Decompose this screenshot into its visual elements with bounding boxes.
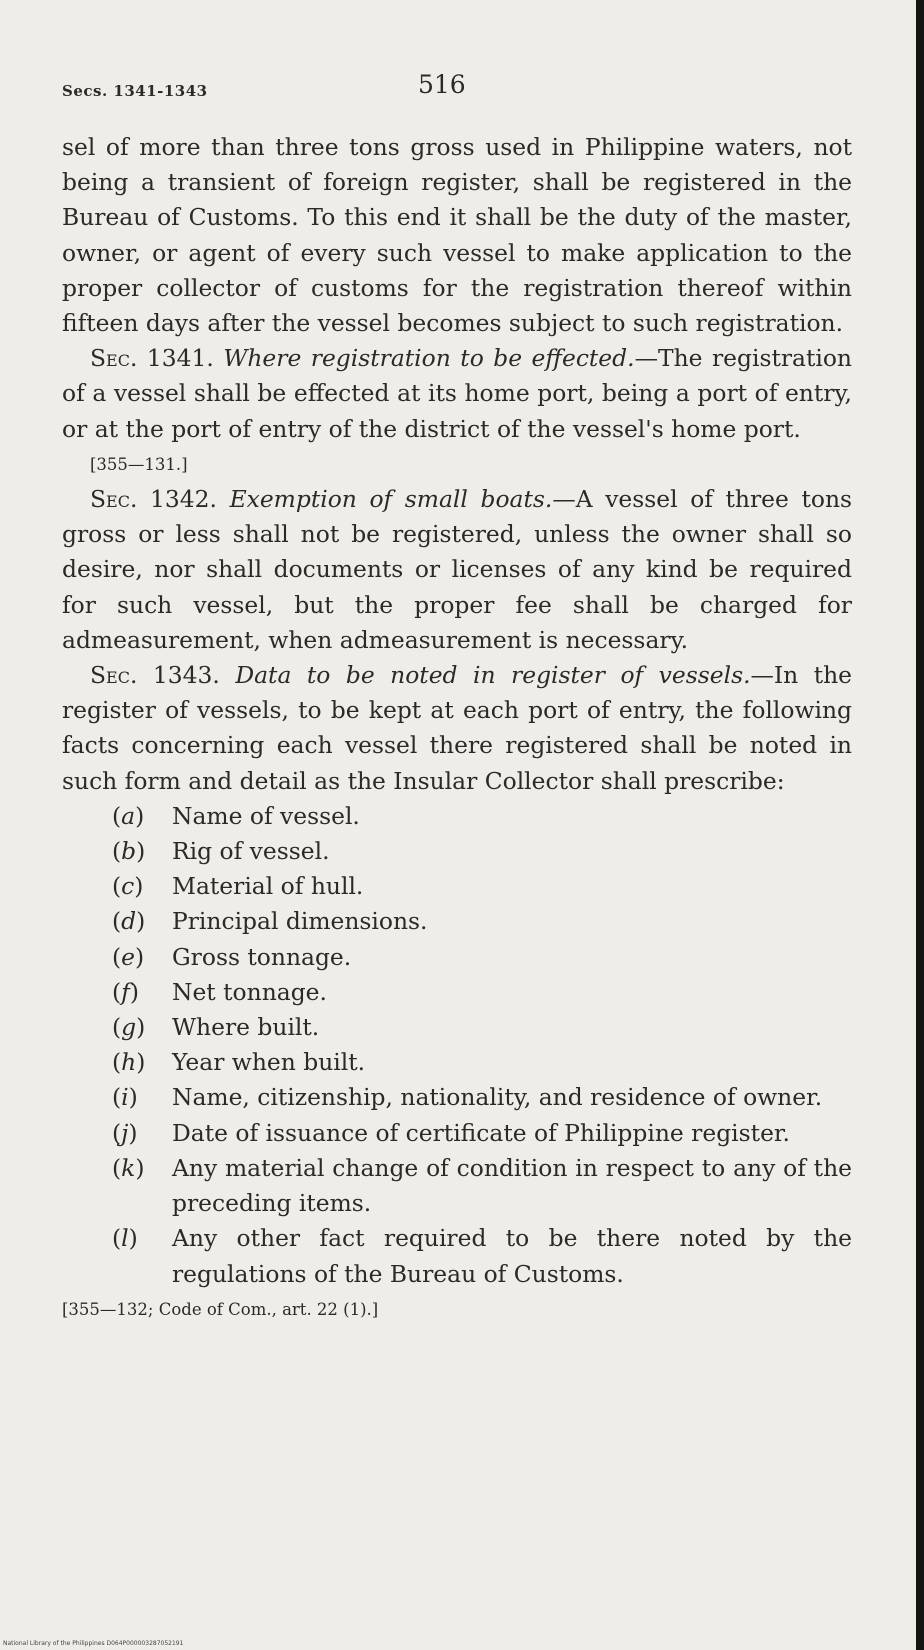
- list-item: (j) Date of issuance of certificate of Philippine register.: [62, 1116, 852, 1151]
- list-item: (a) Name of vessel.: [62, 799, 852, 834]
- item-text: Name, citizenship, nationality, and residence of owner.: [172, 1083, 823, 1112]
- list-item: (e) Gross tonnage.: [62, 940, 852, 975]
- section-1341: [62, 341, 852, 447]
- item-text: Rig of vessel.: [172, 837, 330, 866]
- item-text: Material of hull.: [172, 872, 364, 901]
- item-text: Principal dimensions.: [172, 907, 428, 936]
- intro-paragraph: sel of more than three tons gross used in Philippine waters, not being a transient of foreign register, shall be registered in the Bureau of Customs. To this end it shall be the duty of the master, owner, or agent of every such vessel to make application to the proper collector of customs for the registration thereof within fifteen days after the vessel becomes subject to such registration.: [62, 133, 852, 338]
- list-item: (c) Material of hull.: [62, 869, 852, 904]
- item-text: Any other fact required to be there noted by the regulations of the Bureau of Customs.: [172, 1224, 852, 1288]
- register-items-list: [62, 799, 852, 1292]
- page-number: 516: [418, 70, 466, 99]
- section-label: Sec. 1342.: [90, 485, 217, 514]
- item-letter: d: [121, 907, 137, 936]
- item-text: Name of vessel.: [172, 801, 360, 830]
- page-body: [62, 130, 852, 1327]
- section-1343: [62, 658, 852, 799]
- section-title: Data to be noted in register of vessels.: [235, 661, 751, 690]
- item-letter: b: [121, 837, 137, 866]
- section-dash: —: [634, 344, 658, 373]
- item-letter: l: [121, 1224, 129, 1253]
- item-letter: j: [121, 1118, 129, 1147]
- list-item: (l) Any other fact required to be there noted by the regulations of the Bureau of Customs.: [62, 1221, 852, 1291]
- section-label: Sec. 1341.: [90, 344, 214, 373]
- item-text: Gross tonnage.: [172, 942, 352, 971]
- section-label: Sec. 1343.: [90, 661, 220, 690]
- section-text: In the register of vessels, to be kept at each port of entry, the following facts concerning each vessel there registered shall be noted in such form and detail as the Insular Collector shall prescribe:: [62, 661, 853, 795]
- page-header: [0, 70, 924, 110]
- item-letter: f: [121, 977, 130, 1006]
- item-letter: c: [121, 872, 135, 901]
- section-text: The registration of a vessel shall be effected at its home port, being a port of entry, or at the port of entry of the district of the vessel's home port.: [62, 344, 852, 443]
- list-item: (h) Year when built.: [62, 1045, 852, 1080]
- item-text: Net tonnage.: [172, 977, 327, 1006]
- scan-edge: [916, 0, 924, 1650]
- item-letter: k: [121, 1153, 136, 1182]
- list-item: (g) Where built.: [62, 1010, 852, 1045]
- list-item: (i) Name, citizenship, nationality, and residence of owner.: [62, 1080, 852, 1115]
- scan-footer: National Library of the Philippines D064P000003287052191: [3, 1640, 184, 1647]
- item-letter: g: [121, 1013, 137, 1042]
- section-dash: —: [552, 485, 576, 514]
- item-text: Year when built.: [172, 1048, 366, 1077]
- section-text: A vessel of three tons gross or less shall not be registered, unless the owner shall so desire, nor shall documents or licenses of any kind be required for such vessel, but the proper fee shall be charged for admeasurement, when admeasurement is necessary.: [62, 485, 853, 654]
- item-letter: e: [121, 942, 135, 971]
- section-title: Exemption of small boats.: [229, 485, 553, 514]
- list-item: (b) Rig of vessel.: [62, 834, 852, 869]
- item-letter: i: [121, 1083, 129, 1112]
- item-text: Date of issuance of certificate of Philippine register.: [172, 1118, 790, 1147]
- section-1342: [62, 482, 852, 658]
- item-text: Any material change of condition in respect to any of the preceding items.: [172, 1153, 852, 1218]
- section-title: Where registration to be effected.: [223, 344, 635, 373]
- final-citation: [355—132; Code of Com., art. 22 (1).]: [62, 1299, 379, 1319]
- section-dash: —: [750, 661, 774, 690]
- list-item: (k) Any material change of condition in respect to any of the preceding items.: [62, 1151, 852, 1221]
- item-letter: a: [121, 801, 136, 830]
- section-range: Secs. 1341-1343: [62, 82, 208, 100]
- item-letter: h: [121, 1048, 137, 1077]
- citation-1341: [355—131.]: [90, 454, 188, 474]
- item-text: Where built.: [172, 1013, 320, 1042]
- list-item: (d) Principal dimensions.: [62, 904, 852, 939]
- list-item: (f) Net tonnage.: [62, 975, 852, 1010]
